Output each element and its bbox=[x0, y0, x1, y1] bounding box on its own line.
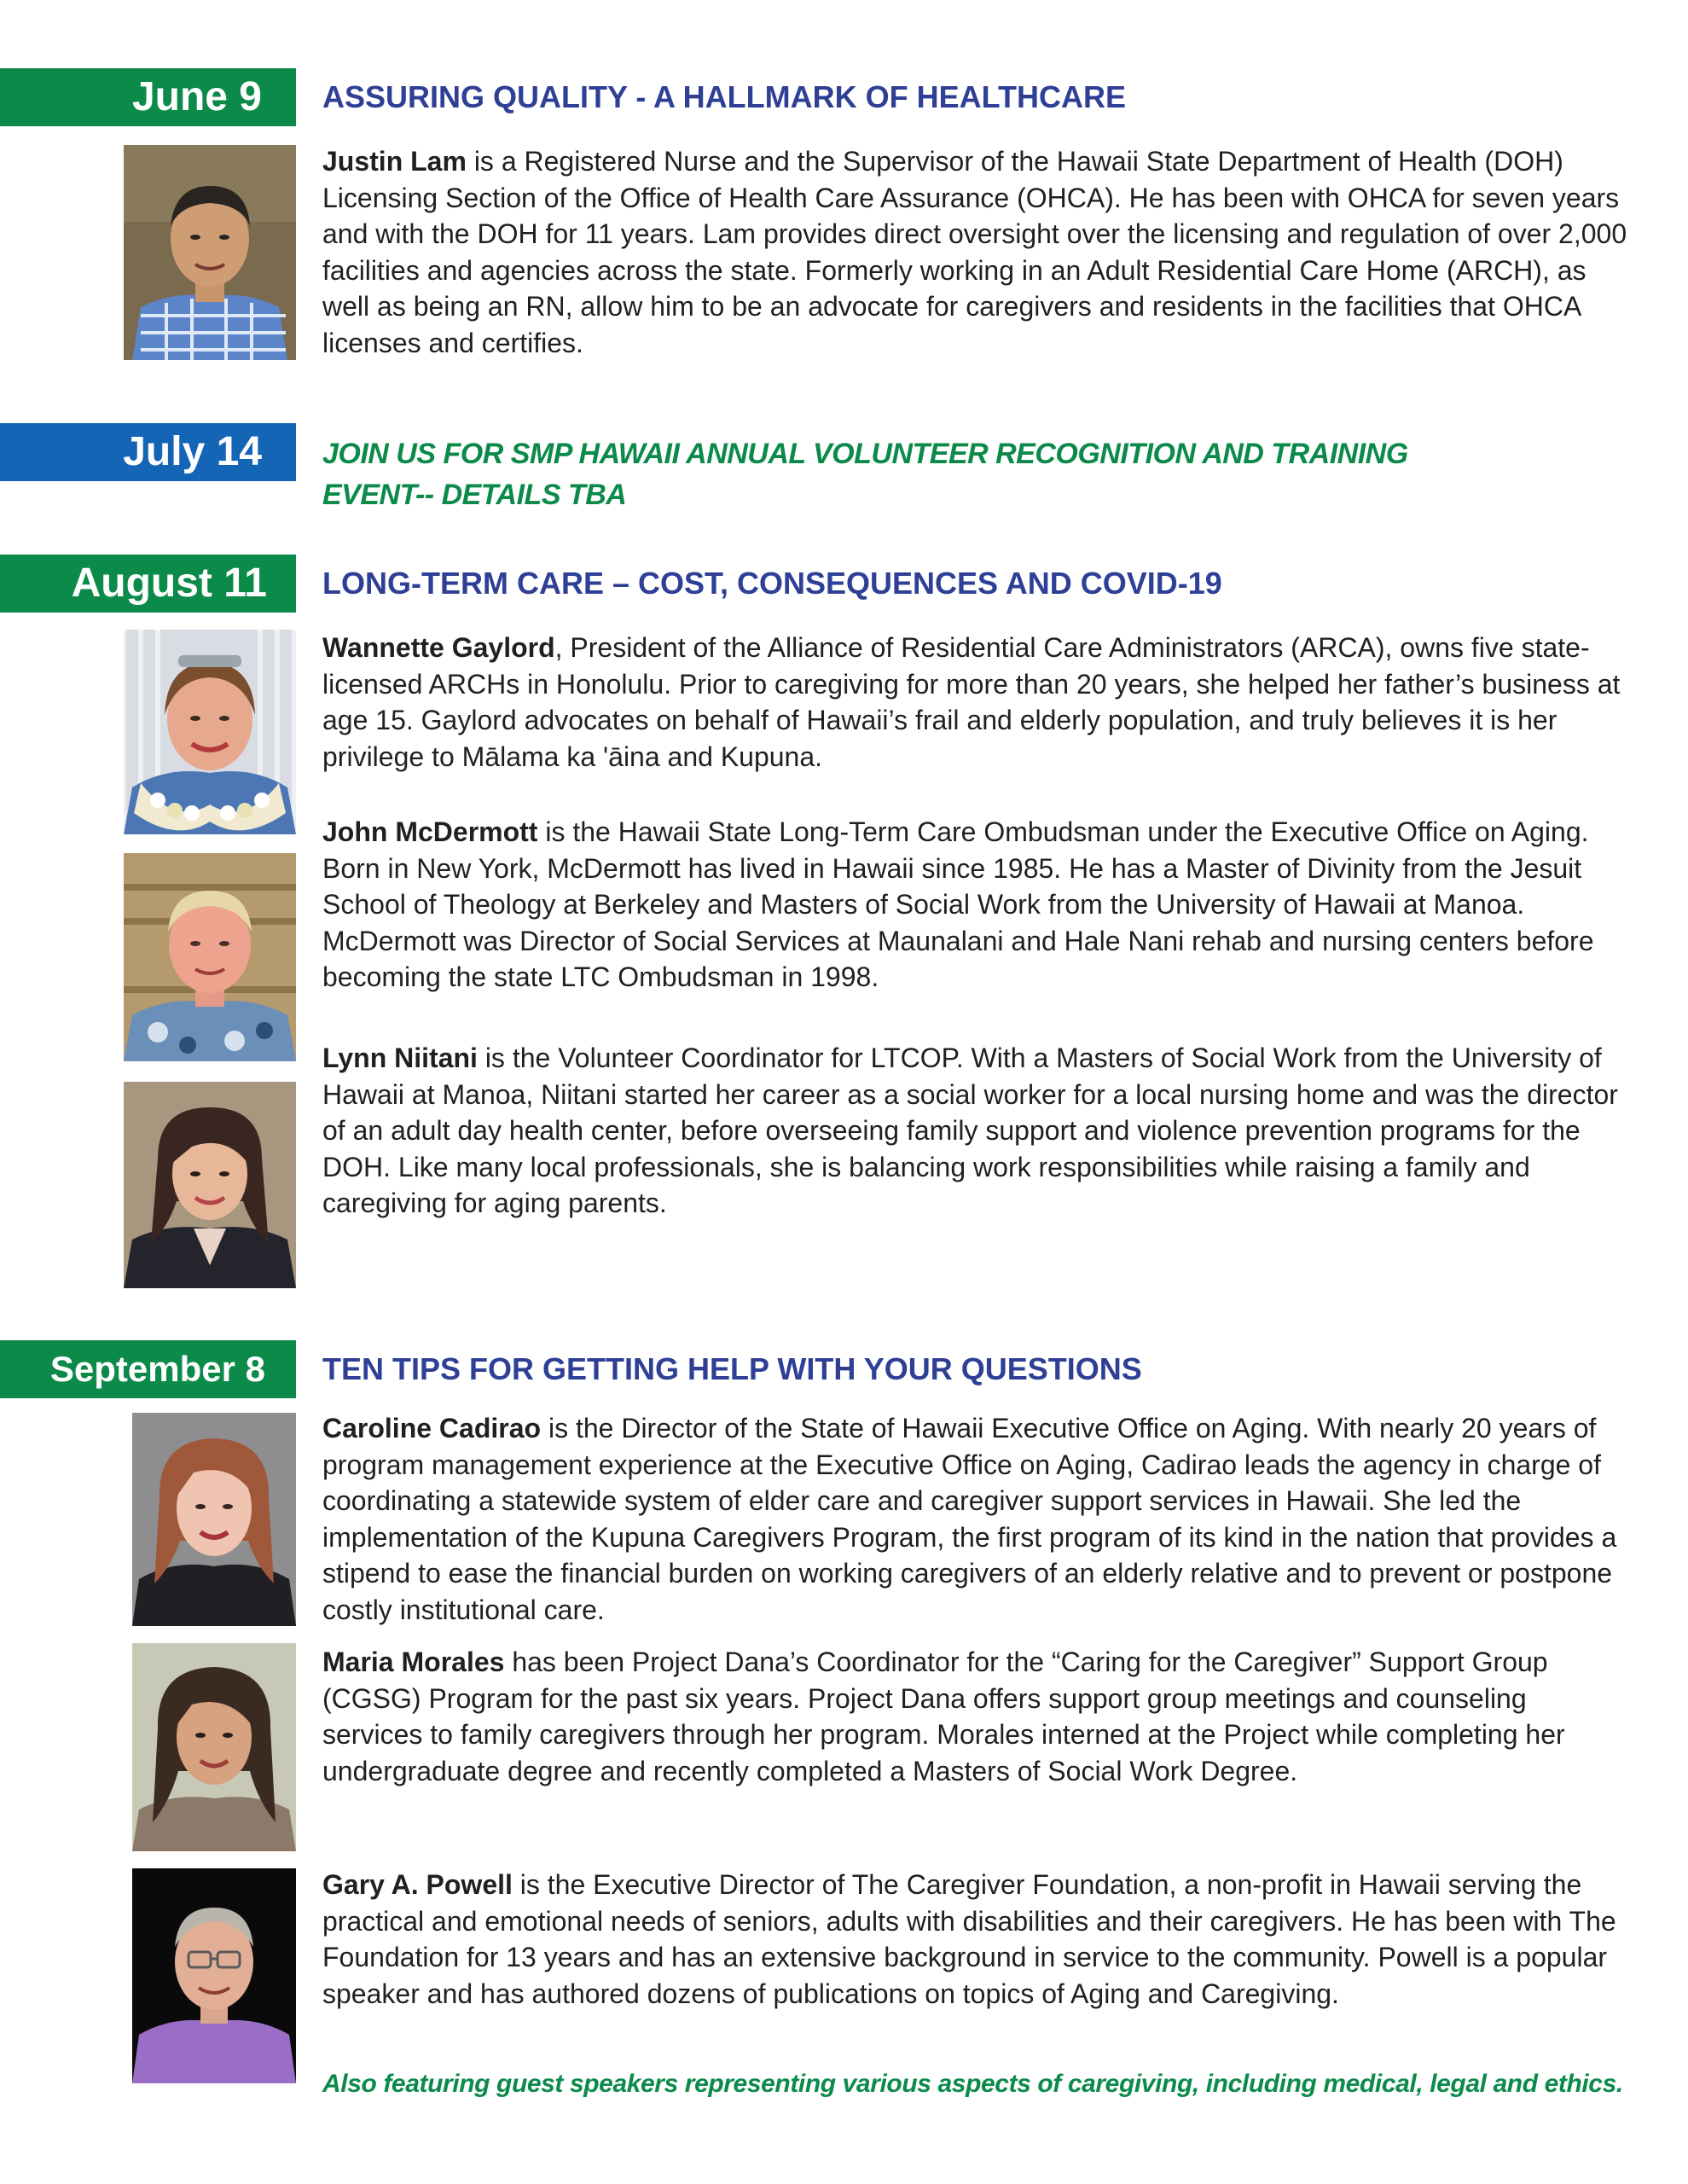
bio-lynn-niitani bbox=[322, 1040, 1627, 1222]
speaker-bio: is a Registered Nurse and the Supervisor of the Hawaii State Department of Health (DOH) Licensing Section of the Office of Health Care Assurance (OHCA). He has been with OHCA for seven years and with the DOH for 11 years. Lam provides direct oversight over the licensing and regulation of over 2,000 facilities and agencies across the state. Formerly working in an Adult Residential Care Home (ARCH), as well as being an RN, allow him to be an advocate for caregivers and residents in the facilities that OHCA licenses and certifies. bbox=[322, 146, 1627, 358]
footer-note: Also featuring guest speakers representing various aspects of caregiving, including medical, legal and ethics. bbox=[322, 2070, 1623, 2098]
section-title-august: LONG-TERM CARE – COST, CONSEQUENCES AND COVID-19 bbox=[322, 566, 1222, 601]
speaker-name: Justin Lam bbox=[322, 146, 467, 177]
bio-caroline-cadirao bbox=[322, 1410, 1627, 1629]
photo-maria-morales bbox=[132, 1643, 296, 1851]
photo-gary-powell bbox=[132, 1868, 296, 2083]
photo-wannette-gaylord bbox=[124, 630, 296, 834]
photo-caroline-cadirao bbox=[132, 1413, 296, 1626]
section-title-june: ASSURING QUALITY - A HALLMARK OF HEALTHCARE bbox=[322, 79, 1126, 114]
speaker-name: Maria Morales bbox=[322, 1647, 505, 1677]
photo-lynn-niitani bbox=[124, 1082, 296, 1288]
speaker-bio: is the Executive Director of The Caregiver Foundation, a non-profit in Hawaii serving the practical and emotional needs of seniors, adults with disabilities and their caregivers. He has been with The Foundation for 13 years and has an extensive background in service to the community. Powell is a popular speaker and has authored dozens of publications on topics of Aging and Caregiving. bbox=[322, 1869, 1616, 2009]
speaker-name: John McDermott bbox=[322, 816, 538, 847]
speaker-bio: is the Volunteer Coordinator for LTCOP. With a Masters of Social Work from the University of Hawaii at Manoa, Niitani started her career as a social worker for a local nursing home and was the director of an adult day health center, before overseeing family support and violence prevention programs for the DOH. Like many local professionals, she is balancing work responsibilities while raising a family and caregiving for aging parents. bbox=[322, 1043, 1618, 1219]
bio-john-mcdermott bbox=[322, 814, 1627, 996]
speaker-name: Gary A. Powell bbox=[322, 1869, 513, 1900]
speaker-name: Caroline Cadirao bbox=[322, 1413, 542, 1443]
speaker-bio: has been Project Dana’s Coordinator for the “Caring for the Caregiver” Support Group (CGSG) Program for the past six years. Project Dana offers support group meetings and counseling services to family caregivers through her program. Morales interned at the Project while completing her undergraduate degree and recently completed a Masters of Social Work Degree. bbox=[322, 1647, 1565, 1786]
bio-gary-powell bbox=[322, 1867, 1627, 2012]
section-title-september: TEN TIPS FOR GETTING HELP WITH YOUR QUESTIONS bbox=[322, 1351, 1142, 1386]
date-july-14: July 14 bbox=[0, 423, 296, 481]
photo-john-mcdermott bbox=[124, 853, 296, 1061]
speaker-bio: is the Director of the State of Hawaii Executive Office on Aging. With nearly 20 years of program management experience at the Executive Office on Aging, Cadirao leads the agency in charge of coordinating a statewide system of elder care and caregiver support services in Hawaii. She led the implementation of the Kupuna Caregivers Program, the first program of its kind in the nation that provides a stipend to ease the financial burden on working caregivers of an elderly relative and to prevent or postpone costly institutional care. bbox=[322, 1413, 1617, 1625]
speaker-name: Wannette Gaylord bbox=[322, 632, 555, 663]
date-june-9: June 9 bbox=[0, 68, 296, 126]
bio-wannette-gaylord bbox=[322, 630, 1627, 775]
date-september-8: September 8 bbox=[0, 1340, 296, 1398]
speaker-bio: is the Hawaii State Long-Term Care Ombudsman under the Executive Office on Aging. Born in New York, McDermott has lived in Hawaii since 1985. He has a Master of Divinity from the Jesuit School of Theology at Berkeley and Masters of Social Work from the University of Hawaii at Manoa. McDermott was Director of Social Services at Maunalani and Hale Nani rehab and nursing centers before becoming the state LTC Ombudsman in 1998. bbox=[322, 816, 1594, 993]
bio-justin-lam bbox=[322, 143, 1627, 362]
speaker-name: Lynn Niitani bbox=[322, 1043, 478, 1073]
speaker-bio: , President of the Alliance of Residential Care Administrators (ARCA), owns five state-licensed ARCHs in Honolulu. Prior to caregiving for more than 20 years, she helped her father’s business at age 15. Gaylord advocates on behalf of Hawaii’s frail and elderly population, and truly believes it is her privilege to Mālama ka 'āina and Kupuna. bbox=[322, 632, 1621, 772]
bio-maria-morales bbox=[322, 1644, 1627, 1789]
photo-justin-lam bbox=[124, 145, 296, 360]
date-august-11: August 11 bbox=[0, 555, 296, 613]
section-title-july: JOIN US FOR SMP HAWAII ANNUAL VOLUNTEER RECOGNITION AND TRAINING EVENT-- DETAILS TBA bbox=[322, 438, 1408, 511]
